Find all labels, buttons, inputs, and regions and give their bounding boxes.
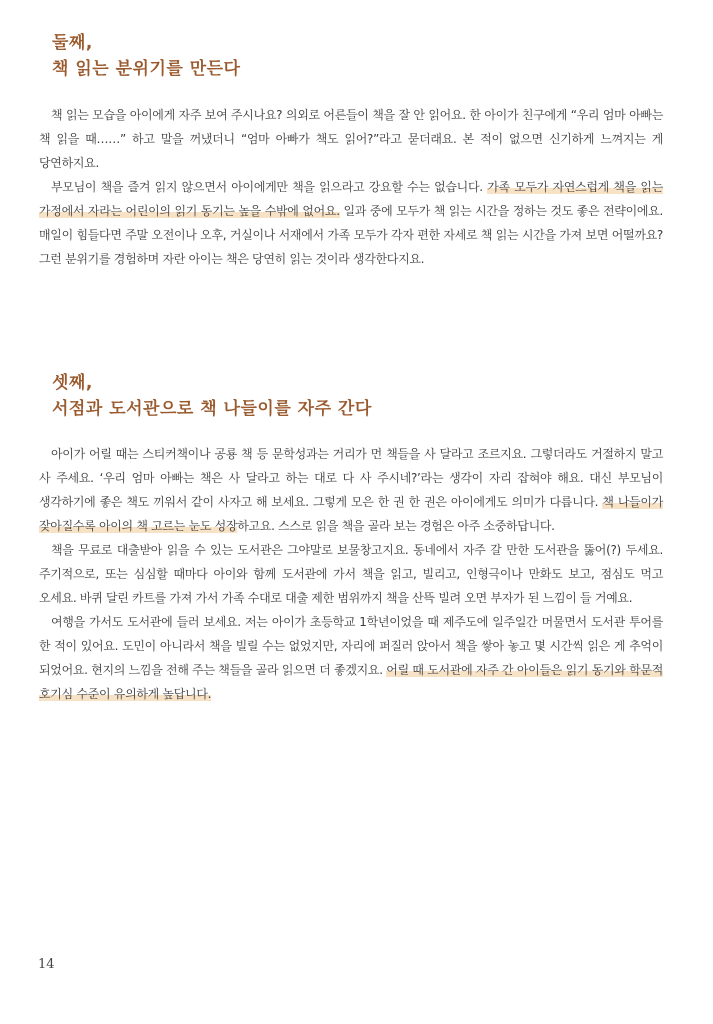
- section-heading-third: [52, 370, 372, 422]
- paragraph: 책 읽는 모습을 아이에게 자주 보여 주시나요? 의외로 어른들이 책을 잘 안 읽어요. 한 아이가 친구에게 “우리 엄마 아빠는 책 읽을 때……” 하고 말을 꺼냈더니 “엄마 아빠가 책도 읽어?”라고 묻더래요. 본 적이 없으면 신기하게 느껴지는 게 당연하지요.: [39, 108, 663, 170]
- paragraph: 책을 무료로 대출받아 읽을 수 있는 도서관은 그야말로 보물창고지요. 동네에서 자주 갈 만한 도서관을 뚫어(?) 두세요. 주기적으로, 또는 심심할 때마다 아이와 함께 도서관에 가서 책을 읽고, 빌리고, 인형극이나 만화도 보고, 점심도 먹고 오세요. 바퀴 달린 카트를 가져 가서 가족 수대로 대출 제한 범위까지 책을 산뜩 빌려 오면 부자가 된 느낌이 들 거예요.: [39, 543, 663, 605]
- section-heading-second: [52, 30, 240, 82]
- heading-title: 서점과 도서관으로 책 나들이를 자주 간다: [52, 399, 372, 419]
- paragraph-text: 부모님이 책을 즐겨 읽지 않으면서 아이에게만 책을 읽으라고 강요할 수는 없습니다.: [51, 180, 488, 194]
- paragraph: [39, 442, 663, 538]
- page-number: 14: [38, 957, 55, 972]
- paragraph: [39, 175, 663, 271]
- section-body-second: [39, 103, 663, 271]
- paragraph-text: 여행을 가서도 도서관에 들러 보세요. 저는 아이가 초등학교 1학년이었을 때 제주도에 일주일간 머물면서 도서관 투어를 한 적이 있어요. 도민이 아니라서 책을 빌릴 수는 없었지만, 자리에 퍼질러 앉아서 책을 쌓아 놓고 몇 시간씩 읽은 게 추억이 되었어요. 현지의 느낌을 전해 주는 책들을 골라 읽으면 더 좋겠지요.: [39, 615, 663, 677]
- highlighted-text: 가족 모두가 자연스럽게 책을 읽는 가정에서 자라는 어린이의 읽기 동기는 높을 수밖에 없어요.: [39, 180, 663, 218]
- paragraph-text: 하고요. 스스로 읽을 책을 골라 보는 경험은 아주 소중하답니다.: [237, 519, 555, 533]
- highlighted-text: 책 나들이가 잦아질수록 아이의 책 고르는 눈도 성장: [39, 495, 663, 533]
- heading-ordinal: 셋째,: [52, 373, 93, 393]
- paragraph-text: 일과 중에 모두가 책 읽는 시간을 정하는 것도 좋은 전략이에요. 매일이 힘들다면 주말 오전이나 오후, 거실이나 서재에서 가족 모두가 각자 편한 자세로 책 읽는 시간을 가져 보면 어떨까요? 그런 분위기를 경험하며 자란 아이는 책은 당연히 읽는 것이라 생각한다지요.: [39, 204, 663, 266]
- paragraph-text: 아이가 어릴 때는 스티커책이나 공룡 책 등 문학성과는 거리가 먼 책들을 사 달라고 조르지요. 그렇더라도 거절하지 말고 사 주세요. ‘우리 엄마 아빠는 책은 사 달라고 하는 대로 다 사 주시네?’라는 생각이 자리 잡혀야 해요. 대신 부모님이 생각하기에 좋은 책도 끼워서 같이 사자고 해 보세요. 그렇게 모은 한 권 한 권은 아이에게도 의미가 다릅니다.: [39, 447, 663, 509]
- section-body-third: [39, 442, 663, 706]
- paragraph: [39, 610, 663, 706]
- highlighted-text: 어릴 때 도서관에 자주 간 아이들은 읽기 동기와 학문적 호기심 수준이 유의하게 높답니다.: [39, 663, 663, 701]
- heading-ordinal: 둘째,: [52, 33, 93, 53]
- heading-title: 책 읽는 분위기를 만든다: [52, 59, 241, 79]
